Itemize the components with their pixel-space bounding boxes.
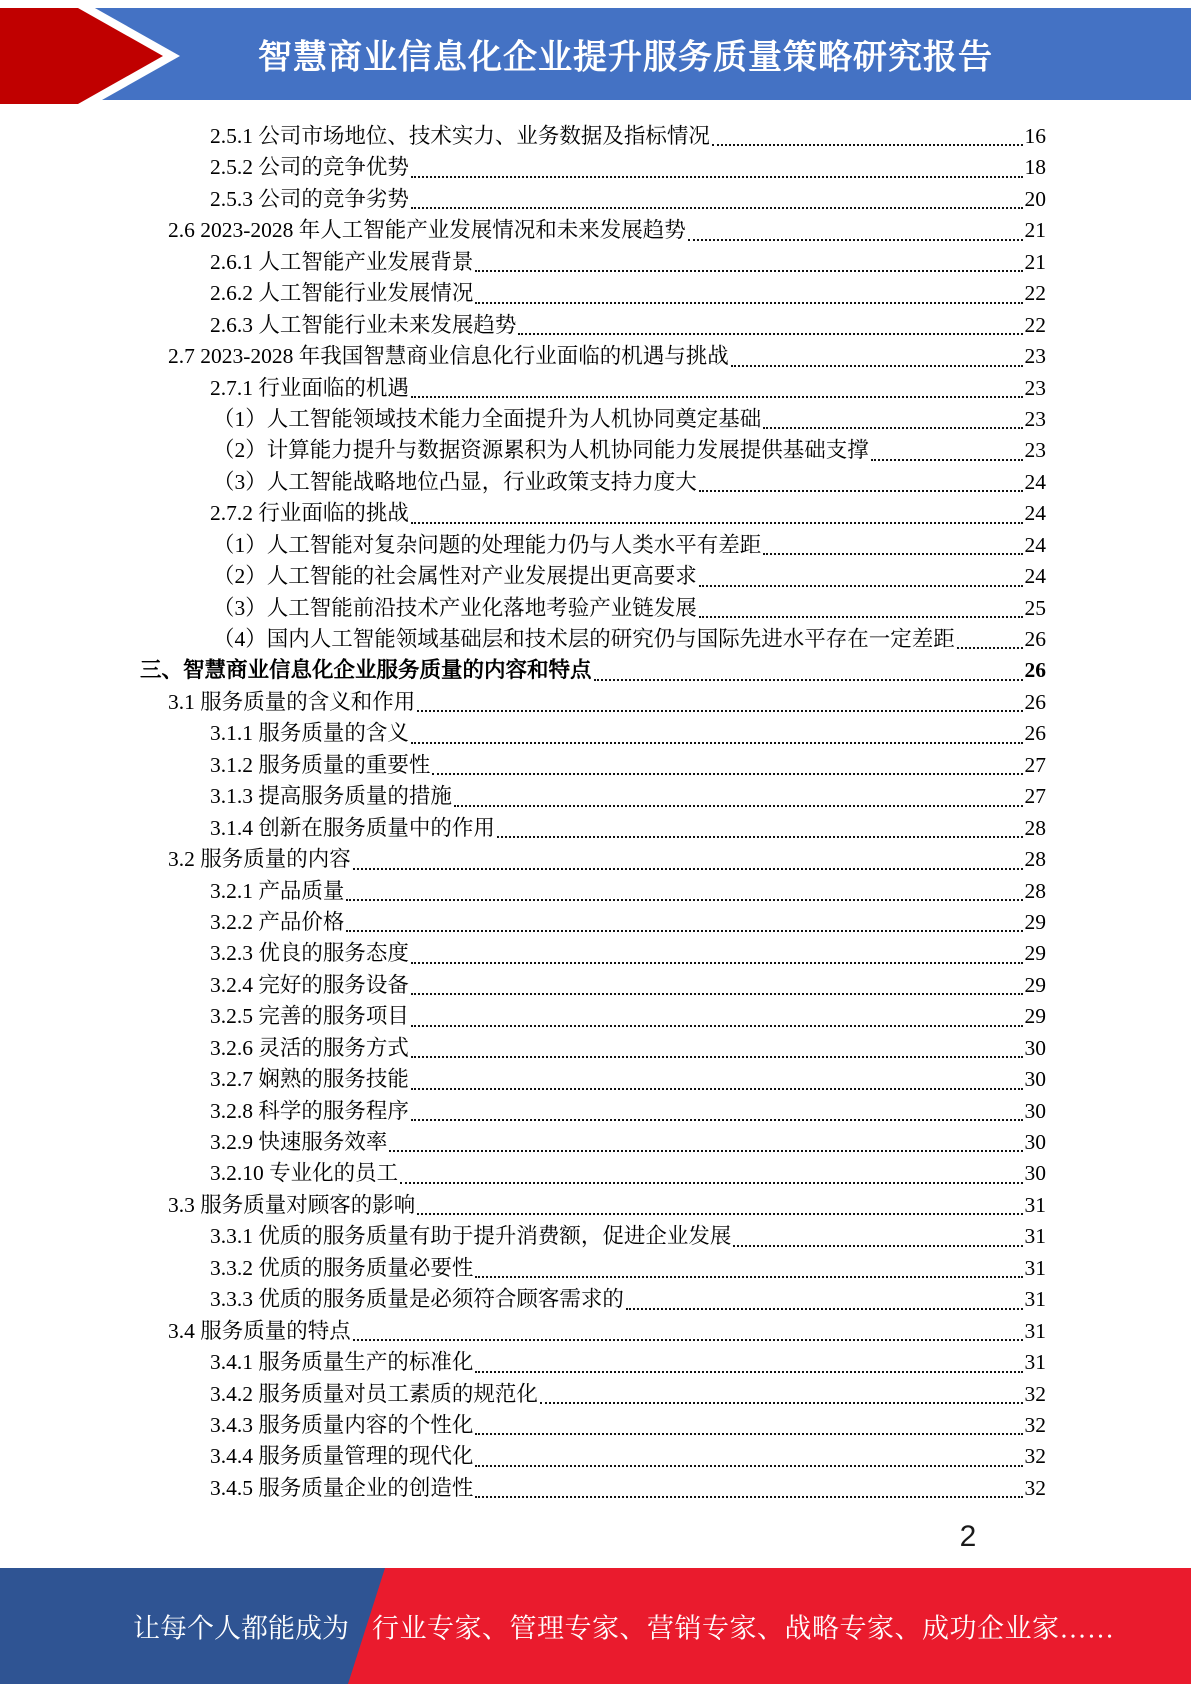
toc-entry-page-number: 28 [1024,815,1046,840]
toc-row[interactable] [140,655,1046,686]
toc-row[interactable] [140,593,1046,624]
toc-row[interactable] [140,121,1046,152]
toc-entry-page-number: 24 [1024,469,1046,494]
footer-slogan-right: 行业专家、管理专家、营销专家、战略专家、成功企业家…… [372,1613,1115,1644]
toc-row[interactable] [140,938,1046,969]
toc-entry-page-number: 29 [1024,941,1046,966]
toc-entry-page-number: 18 [1024,155,1046,180]
toc-row[interactable] [140,1347,1046,1378]
toc-row[interactable] [140,781,1046,812]
toc-entry-page-number: 26 [1024,689,1046,714]
toc-entry-label: 2.6.3 人工智能行业未来发展趋势 [210,312,517,337]
toc-row[interactable] [140,718,1046,749]
toc-entry-label: （3）人工智能战略地位凸显，行业政策支持力度大 [213,469,697,494]
toc-entry-label: 3.1.3 提高服务质量的措施 [210,784,452,809]
toc-entry-label: 2.5.2 公司的竞争优势 [210,155,409,180]
toc-row[interactable] [140,1001,1046,1032]
toc-entry-page-number: 29 [1024,909,1046,934]
dot-leader [712,144,1023,146]
toc-row[interactable] [140,561,1046,592]
toc-entry-label: （4）国内人工智能领域基础层和技术层的研究仍与国际先进水平存在一定差距 [213,627,955,651]
dot-leader [411,207,1023,209]
dot-leader [411,1088,1023,1090]
dot-leader [432,773,1022,775]
toc-row[interactable] [140,341,1046,372]
toc-entry-label: 3.4 服务质量的特点 [168,1318,351,1343]
footer-banner [0,1568,1191,1684]
toc-row[interactable] [140,310,1046,341]
toc-row[interactable] [140,1473,1046,1504]
toc-entry-page-number: 26 [1024,658,1046,683]
dot-leader [353,868,1023,870]
toc-entry-page-number: 22 [1024,312,1046,337]
toc-row[interactable] [140,750,1046,781]
dot-leader [518,333,1022,335]
dot-leader [699,585,1023,587]
toc-entry-page-number: 29 [1024,1004,1046,1029]
dot-leader [957,647,1023,649]
toc-entry-page-number: 23 [1024,344,1046,369]
dot-leader [411,176,1023,178]
toc-row[interactable] [140,373,1046,404]
toc-entry-label: 3.1.2 服务质量的重要性 [210,752,431,777]
toc-entry-page-number: 30 [1024,1130,1046,1154]
toc-entry-page-number: 27 [1024,784,1046,809]
toc-entry-page-number: 31 [1024,1255,1046,1280]
toc-entry-label: 2.7.1 行业面临的机遇 [210,375,409,400]
toc-entry-page-number: 21 [1024,249,1046,274]
toc-entry-label: 2.5.1 公司市场地位、技术实力、业务数据及指标情况 [210,124,710,148]
toc-row[interactable] [140,498,1046,529]
toc-entry-label: 3.2.10 专业化的员工 [210,1161,399,1186]
dot-leader [688,239,1023,241]
toc-row[interactable] [140,876,1046,907]
dot-leader [475,1433,1022,1435]
toc-entry-page-number: 23 [1024,438,1046,463]
toc-row[interactable] [140,152,1046,183]
toc-entry-page-number: 32 [1024,1412,1046,1437]
toc-row[interactable] [140,970,1046,1001]
toc-entry-label: 3.2.1 产品质量 [210,878,345,903]
dot-leader [411,1056,1023,1058]
dot-leader [475,1371,1022,1373]
dot-leader [731,365,1023,367]
dot-leader [454,805,1023,807]
dot-leader [411,993,1023,995]
toc-entry-page-number: 28 [1024,847,1046,872]
dot-leader [417,1213,1022,1215]
toc-entry-label: （2）计算能力提升与数据资源累积为人机协同能力发展提供基础支撑 [213,438,869,463]
toc-entry-label: 2.5.3 公司的竞争劣势 [210,186,409,211]
dot-leader [353,1339,1023,1341]
toc-entry-label: 3.4.1 服务质量生产的标准化 [210,1350,474,1375]
toc-entry-page-number: 31 [1024,1224,1046,1249]
toc-entry-page-number: 30 [1024,1067,1046,1092]
toc-row[interactable] [140,1441,1046,1472]
toc-entry-page-number: 23 [1024,375,1046,400]
dot-leader [540,1402,1023,1404]
toc-entry-label: 三、智慧商业信息化企业服务质量的内容和特点 [140,658,592,683]
dot-leader [699,616,1023,618]
toc-entry-label: 3.4.3 服务质量内容的个性化 [210,1412,474,1437]
dot-leader [411,962,1023,964]
toc-entry-page-number: 22 [1024,281,1046,306]
toc-entry-page-number: 29 [1024,972,1046,997]
toc-entry-label: 3.3.2 优质的服务质量必要性 [210,1255,474,1280]
toc-entry-label: 2.6.2 人工智能行业发展情况 [210,281,474,306]
dot-leader [733,1245,1022,1247]
dot-leader [497,836,1023,838]
toc-entry-page-number: 30 [1024,1161,1046,1186]
dot-leader [626,1308,1023,1310]
toc-row[interactable] [140,404,1046,435]
toc-row[interactable] [140,1127,1046,1158]
toc-row[interactable] [140,1316,1046,1347]
dot-leader [411,1025,1023,1027]
toc-row[interactable] [140,1379,1046,1410]
toc-entry-label: （3）人工智能前沿技术产业化落地考验产业链发展 [213,595,697,620]
toc-entry-page-number: 32 [1024,1444,1046,1469]
toc-entry-page-number: 31 [1024,1192,1046,1217]
toc-entry-page-number: 24 [1024,532,1046,557]
toc-entry-page-number: 26 [1024,721,1046,746]
toc-row[interactable] [140,844,1046,875]
toc-entry-label: 3.3.3 优质的服务质量是必须符合顾客需求的 [210,1287,624,1312]
toc-entry-label: 2.7.2 行业面临的挑战 [210,501,409,526]
toc-entry-page-number: 31 [1024,1287,1046,1312]
toc-entry-label: （1）人工智能领域技术能力全面提升为人机协同奠定基础 [213,406,762,431]
toc-entry-page-number: 24 [1024,564,1046,589]
toc-entry-label: 3.2 服务质量的内容 [168,847,351,872]
toc-row[interactable] [140,1410,1046,1441]
dot-leader [411,522,1023,524]
toc-entry-label: 3.2.5 完善的服务项目 [210,1004,409,1029]
toc-row[interactable] [140,1158,1046,1189]
toc-entry-page-number: 26 [1024,627,1046,651]
dot-leader [475,1276,1022,1278]
toc-row[interactable] [140,1033,1046,1064]
toc-entry-page-number: 31 [1024,1318,1046,1343]
toc-entry-label: 3.3.1 优质的服务质量有助于提升消费额，促进企业发展 [210,1224,732,1249]
dot-leader [411,742,1023,744]
dot-leader [417,710,1022,712]
toc-row[interactable] [140,1190,1046,1221]
toc-row[interactable] [140,1064,1046,1095]
dot-leader [594,679,1023,681]
toc-entry-label: 3.2.3 优良的服务态度 [210,941,409,966]
toc-row[interactable] [140,215,1046,246]
toc-entry-label: 3.4.5 服务质量企业的创造性 [210,1475,474,1500]
toc-entry-page-number: 24 [1024,501,1046,526]
toc-entry-page-number: 20 [1024,186,1046,211]
toc-row[interactable] [140,247,1046,278]
page-number: 2 [959,1520,977,1553]
toc-entry-label: （2）人工智能的社会属性对产业发展提出更高要求 [213,564,697,589]
toc-row[interactable] [140,278,1046,309]
toc-entry-page-number: 30 [1024,1098,1046,1123]
dot-leader [475,1496,1022,1498]
toc-entry-label: 3.1 服务质量的含义和作用 [168,689,416,714]
toc-entry-page-number: 32 [1024,1381,1046,1406]
toc-row[interactable] [140,467,1046,498]
toc-entry-label: 3.2.2 产品价格 [210,909,345,934]
toc-entry-page-number: 28 [1024,878,1046,903]
dot-leader [346,899,1022,901]
dot-leader [699,490,1023,492]
red-chevron-arrow-icon [0,2,200,114]
toc-entry-label: 2.6.1 人工智能产业发展背景 [210,249,474,274]
toc-entry-label: 3.2.8 科学的服务程序 [210,1098,409,1123]
toc-row[interactable] [140,687,1046,718]
toc-entry-page-number: 16 [1024,124,1046,148]
dot-leader [763,553,1022,555]
dot-leader [346,930,1022,932]
dot-leader [475,1465,1022,1467]
toc-entry-label: 3.2.7 娴熟的服务技能 [210,1067,409,1092]
toc-row[interactable] [140,530,1046,561]
toc-entry-page-number: 31 [1024,1350,1046,1375]
report-title: 智慧商业信息化企业提升服务质量策略研究报告 [258,38,993,77]
toc-row[interactable] [140,435,1046,466]
toc-entry-label: 2.7 2023-2028 年我国智慧商业信息化行业面临的机遇与挑战 [168,344,729,369]
toc-entry-page-number: 30 [1024,1035,1046,1060]
toc-entry-label: （1）人工智能对复杂问题的处理能力仍与人类水平有差距 [213,532,762,557]
toc-row[interactable] [140,1253,1046,1284]
toc-entry-label: 3.4.2 服务质量对员工素质的规范化 [210,1381,538,1406]
dot-leader [763,427,1022,429]
dot-leader [475,302,1022,304]
toc-row[interactable] [140,1284,1046,1315]
toc-entry-page-number: 32 [1024,1475,1046,1500]
toc-row[interactable] [140,1096,1046,1127]
toc-entry-label: 2.6 2023-2028 年人工智能产业发展情况和未来发展趋势 [168,218,686,243]
dot-leader [389,1150,1022,1152]
dot-leader [871,459,1023,461]
toc-entry-label: 3.3 服务质量对顾客的影响 [168,1192,416,1217]
toc-entry-page-number: 27 [1024,752,1046,777]
dot-leader [411,396,1023,398]
table-of-contents [140,121,1046,1504]
toc-row[interactable] [140,184,1046,215]
toc-entry-page-number: 25 [1024,595,1046,620]
toc-row[interactable] [140,907,1046,938]
toc-entry-page-number: 21 [1024,218,1046,243]
toc-entry-label: 3.2.9 快速服务效率 [210,1130,388,1154]
toc-entry-label: 3.1.4 创新在服务质量中的作用 [210,815,495,840]
toc-row[interactable] [140,813,1046,844]
toc-entry-label: 3.2.6 灵活的服务方式 [210,1035,409,1060]
footer-slogan-left: 让每个人都能成为 [133,1613,349,1644]
toc-entry-label: 3.1.1 服务质量的含义 [210,721,409,746]
toc-row[interactable] [140,1221,1046,1252]
dot-leader [400,1182,1022,1184]
dot-leader [475,270,1022,272]
dot-leader [411,1119,1023,1121]
toc-entry-page-number: 23 [1024,406,1046,431]
toc-entry-label: 3.4.4 服务质量管理的现代化 [210,1444,474,1469]
toc-entry-label: 3.2.4 完好的服务设备 [210,972,409,997]
toc-row[interactable] [140,624,1046,655]
